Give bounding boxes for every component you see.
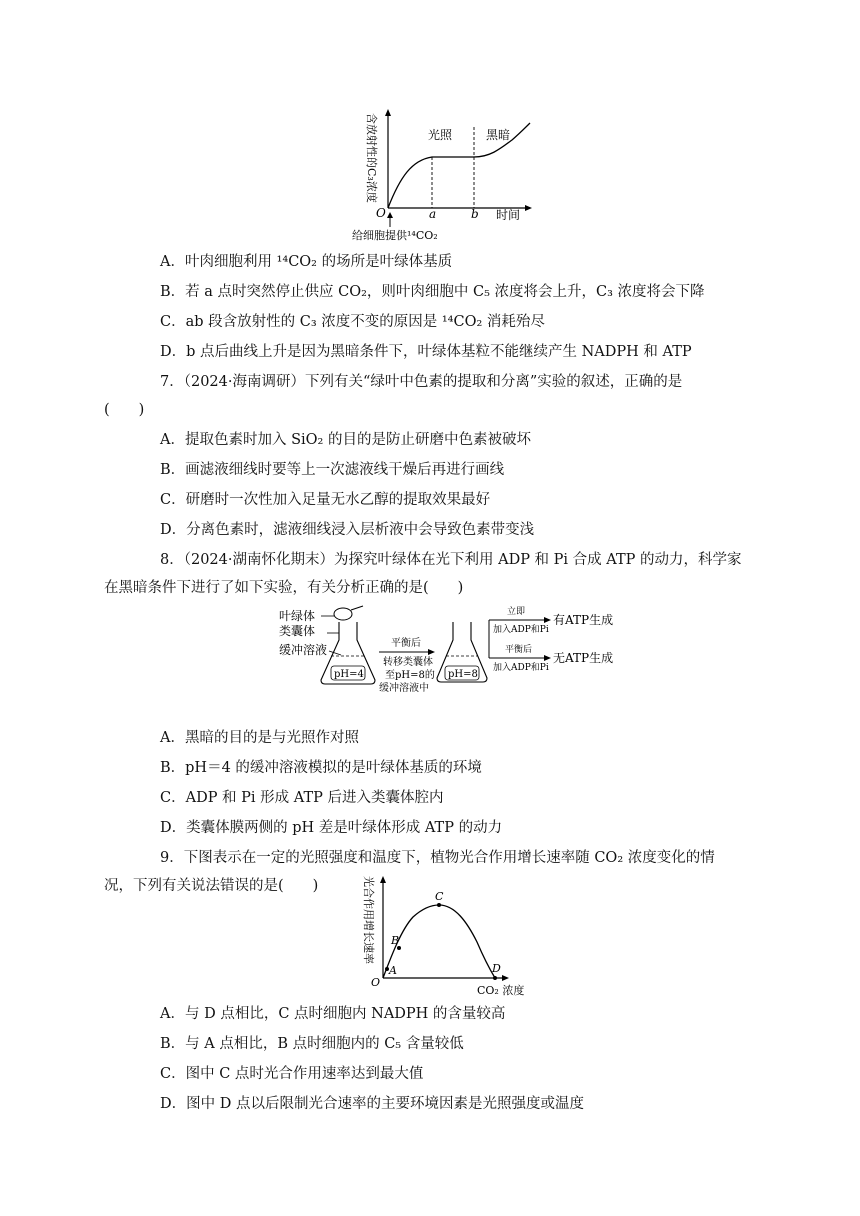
figure-c3-curve	[350, 105, 550, 245]
q7-option-a: A．提取色素时加入 SiO₂ 的目的是防止研磨中色素被破坏	[160, 432, 531, 448]
q7-stem-2: ( )	[104, 402, 145, 418]
origin: O	[376, 206, 386, 220]
q8-option-b: B．pH＝4 的缓冲溶液模拟的是叶绿体基质的环境	[160, 760, 482, 776]
q8-option-d: D．类囊体膜两侧的 pH 差是叶绿体形成 ATP 的动力	[160, 820, 503, 836]
arrow-text-3: 至pH=8的	[385, 670, 435, 681]
arrow-text-2: 转移类囊体	[383, 657, 433, 668]
point-d: D	[492, 962, 501, 975]
arrow-text-1: 平衡后	[391, 638, 421, 649]
q9-option-d: D．图中 D 点以后限制光合速率的主要环境因素是光照强度或温度	[160, 1096, 584, 1112]
q7-option-c: C．研磨时一次性加入足量无水乙醇的提取效果最好	[160, 492, 491, 508]
ylabel: 光合作用增长速率	[362, 876, 375, 964]
branch2-bottom: 加入ADP和Pi	[493, 663, 549, 673]
flask2-ph: pH=8	[448, 669, 478, 680]
arrow-text-4: 缓冲溶液中	[379, 683, 429, 694]
q9-stem-2: 况，下列有关说法错误的是( )	[104, 878, 319, 894]
q7-option-d: D．分离色素时，滤液细线浸入层析液中会导致色素带变浅	[160, 522, 535, 538]
xlabel: 时间	[496, 208, 521, 222]
label-light: 光照	[428, 128, 453, 142]
label-chloroplast: 叶绿体	[279, 609, 316, 623]
tick-b: b	[471, 207, 479, 221]
q6-option-b: B．若 a 点时突然停止供应 CO₂，则叶肉细胞中 C₅ 浓度将会上升，C₃ 浓度将会下降	[160, 284, 705, 300]
figure-experiment	[275, 600, 615, 700]
label-buffer: 缓冲溶液	[279, 643, 328, 657]
branch1-bottom: 加入ADP和Pi	[493, 625, 549, 635]
result1: 有ATP生成	[553, 613, 614, 627]
origin: O	[371, 976, 381, 989]
q9-option-a: A．与 D 点相比，C 点时细胞内 NADPH 的含量较高	[160, 1006, 506, 1022]
caption: 给细胞提供¹⁴CO₂	[352, 229, 438, 242]
q8-stem-1: 8．（2024·湖南怀化期末）为探究叶绿体在光下利用 ADP 和 Pi 合成 ATP 的动力，科学家	[160, 552, 742, 568]
q7-stem-1: 7．（2024·海南调研）下列有关“绿叶中色素的提取和分离”实验的叙述，正确的是	[160, 374, 683, 390]
label-thylakoid: 类囊体	[279, 624, 316, 638]
ylabel: 含放射性的C₃浓度	[365, 113, 378, 203]
q6-option-d: D．b 点后曲线上升是因为黑暗条件下，叶绿体基粒不能继续产生 NADPH 和 ATP	[160, 344, 692, 360]
q8-stem-2: 在黑暗条件下进行了如下实验，有关分析正确的是( )	[104, 580, 464, 596]
flask1-ph: pH=4	[334, 669, 364, 680]
label-dark: 黑暗	[486, 128, 511, 142]
q9-option-c: C．图中 C 点时光合作用速率达到最大值	[160, 1066, 424, 1082]
point-c: C	[435, 890, 444, 903]
q9-option-b: B．与 A 点相比，B 点时细胞内的 C₅ 含量较低	[160, 1036, 464, 1052]
q6-option-c: C．ab 段含放射性的 C₃ 浓度不变的原因是 ¹⁴CO₂ 消耗殆尽	[160, 314, 545, 330]
tick-a: a	[429, 207, 437, 221]
branch1-top: 立即	[507, 607, 526, 617]
xlabel: CO₂ 浓度	[477, 984, 525, 997]
q6-option-a: A．叶肉细胞利用 ¹⁴CO₂ 的场所是叶绿体基质	[160, 254, 453, 270]
point-a: A	[389, 964, 397, 977]
branch2-top: 平衡后	[505, 645, 533, 655]
figure-rate-curve	[355, 872, 535, 1002]
point-b: B	[391, 934, 400, 947]
result2: 无ATP生成	[553, 651, 614, 665]
q9-stem-1: 9．下图表示在一定的光照强度和温度下，植物光合作用增长速率随 CO₂ 浓度变化的情	[160, 850, 715, 866]
q8-option-a: A．黑暗的目的是与光照作对照	[160, 730, 359, 746]
q8-option-c: C．ADP 和 Pi 形成 ATP 后进入类囊体腔内	[160, 790, 444, 806]
q7-option-b: B．画滤液细线时要等上一次滤液线干燥后再进行画线	[160, 462, 505, 478]
